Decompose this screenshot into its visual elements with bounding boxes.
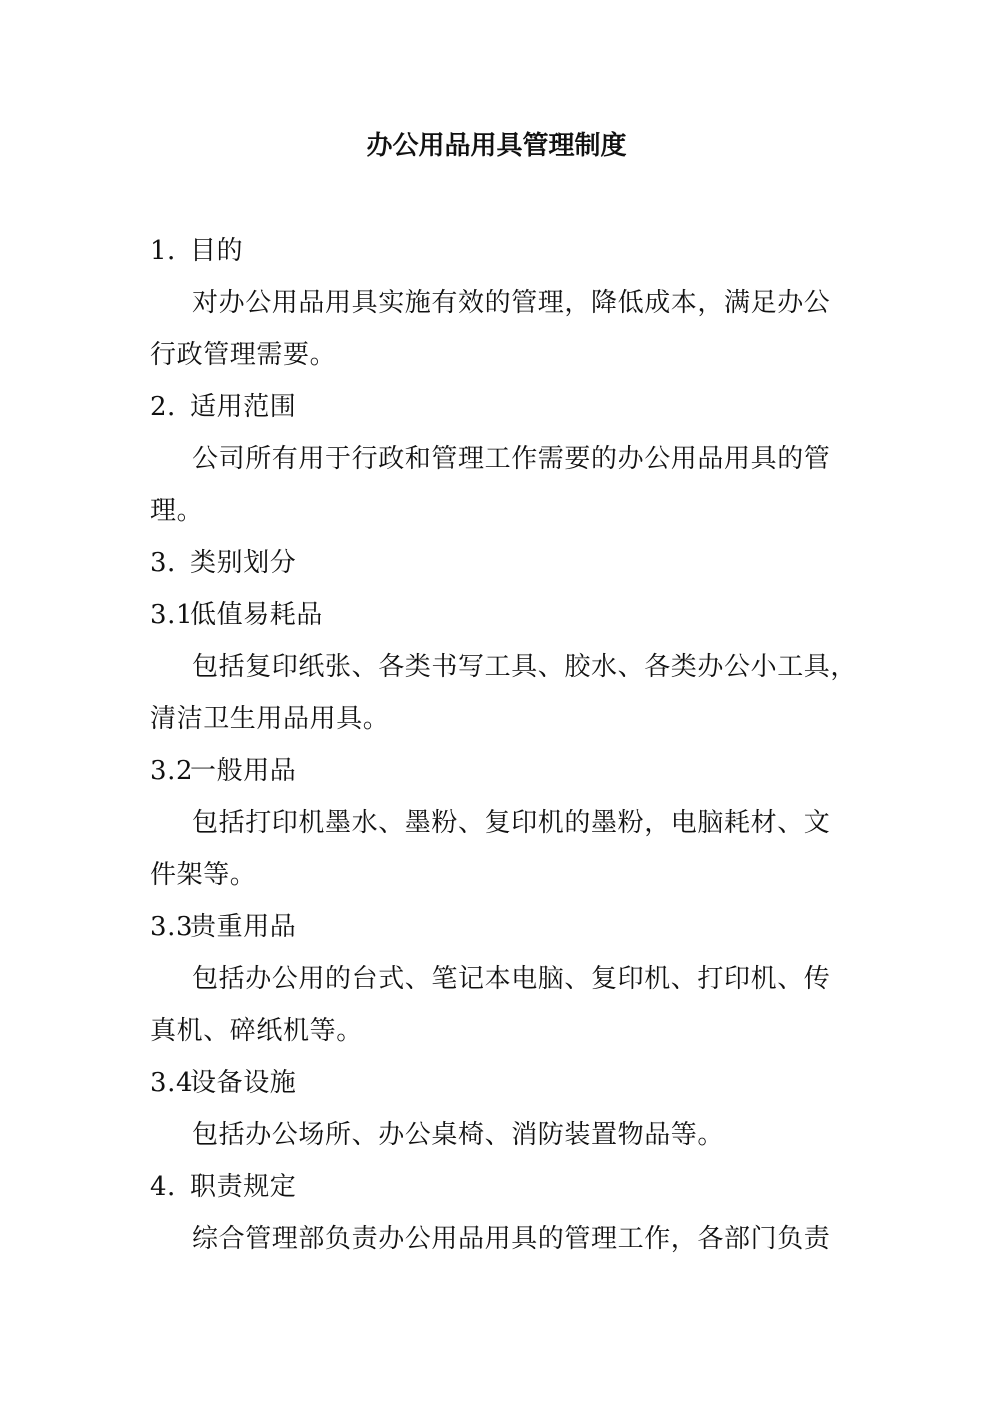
subsection-number: 3.4 [150, 1068, 194, 1098]
subsection-heading [150, 901, 840, 953]
section-heading [150, 225, 840, 277]
paragraph-line: 真机、碎纸机等。 [150, 1016, 363, 1046]
paragraph-line: 件架等。 [150, 860, 257, 890]
section-heading [150, 381, 840, 433]
paragraph-line: 包括办公场所、办公桌椅、消防装置物品等。 [192, 1120, 725, 1150]
section-number: 2． [150, 392, 194, 422]
paragraph-line: 公司所有用于行政和管理工作需要的办公用品用具的管 [192, 444, 831, 474]
subsection-title: 一般用品 [190, 756, 297, 786]
subsection-number: 3.3 [150, 912, 194, 942]
document-body [150, 225, 858, 1265]
paragraph-line: 理。 [150, 496, 204, 526]
section-number: 1． [150, 236, 194, 266]
subsection-number: 3.1 [150, 600, 194, 630]
document-title: 办公用品用具管理制度 [366, 131, 627, 161]
paragraph-line: 包括复印纸张、各类书写工具、胶水、各类办公小工具， [192, 652, 858, 682]
section-number: 3． [150, 548, 194, 578]
subsection-number: 3.2 [150, 756, 194, 786]
subsection-title: 设备设施 [190, 1068, 297, 1098]
section-title: 职责规定 [190, 1172, 297, 1202]
section-title: 目的 [190, 236, 244, 266]
section-number: 4． [150, 1172, 194, 1202]
paragraph-line: 对办公用品用具实施有效的管理，降低成本，满足办公 [192, 288, 831, 318]
subsection-heading [150, 589, 840, 641]
subsection-heading [150, 1057, 840, 1109]
paragraph-line: 包括打印机墨水、墨粉、复印机的墨粉，电脑耗材、文 [192, 808, 831, 838]
section-title: 类别划分 [190, 548, 297, 578]
section-title: 适用范围 [190, 392, 297, 422]
paragraph-line: 行政管理需要。 [150, 340, 337, 370]
section-heading [150, 1161, 840, 1213]
subsection-heading [150, 745, 840, 797]
section-heading [150, 537, 840, 589]
paragraph-line: 包括办公用的台式、笔记本电脑、复印机、打印机、传 [192, 964, 831, 994]
paragraph-line: 清洁卫生用品用具。 [150, 704, 390, 734]
paragraph-line: 综合管理部负责办公用品用具的管理工作，各部门负责 [192, 1224, 831, 1254]
subsection-title: 贵重用品 [190, 912, 297, 942]
subsection-title: 低值易耗品 [190, 600, 324, 630]
